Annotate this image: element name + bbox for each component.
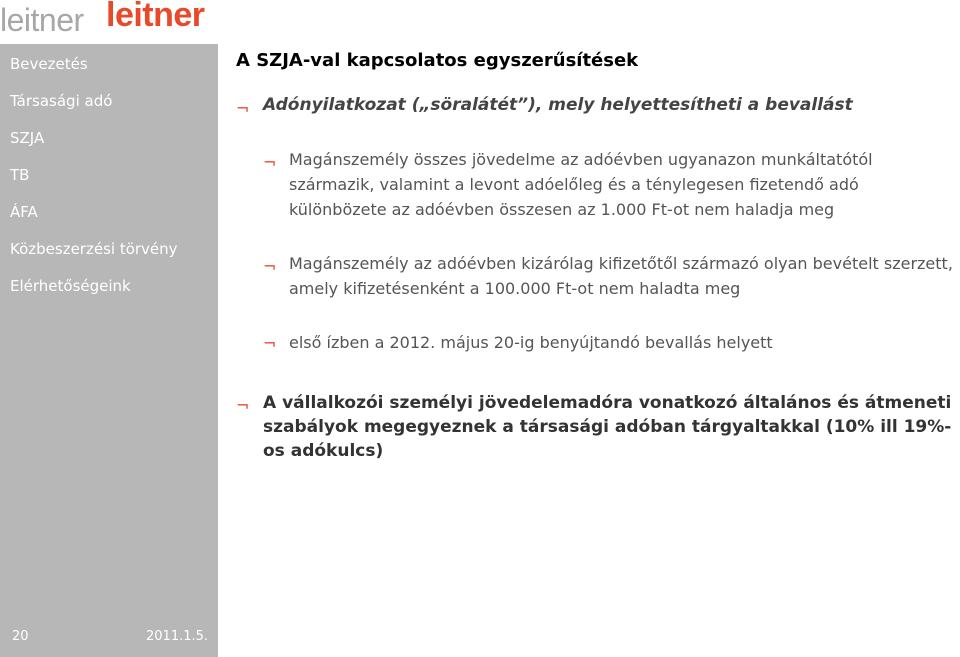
bullet-level1: Adónyilatkozat („söralátét”), mely helyettesítheti a bevallást [263, 95, 853, 115]
bullet-level2: Magánszemély az adóévben kizárólag kifizetőtől származó olyan bevételt szerzett, amely kifizetésenként a 100.000 Ft-ot nem haladta meg [289, 254, 953, 298]
sidebar-item-afa[interactable]: ÁFA [10, 203, 38, 221]
logo [0, 0, 240, 44]
sidebar [0, 44, 218, 657]
bullet-level1: A vállalkozói személyi jövedelemadóra vonatkozó általános és átmeneti szabályok megegyeznek a társasági adóban tárgyaltakkal (10% ill 19%-os adókulcs) [263, 393, 952, 461]
logo-text-red: leitner [106, 0, 205, 34]
page-number: 20 [12, 629, 29, 644]
bullet-level2: első ízben a 2012. május 20-ig benyújtandó bevallás helyett [289, 333, 773, 352]
bullet-marker-icon: ¬ [236, 396, 250, 415]
slide-content [218, 44, 960, 657]
sidebar-item-tarsasagi-ado[interactable]: Társasági adó [10, 92, 113, 110]
sidebar-item-kozbeszerzesi-torveny[interactable]: Közbeszerzési törvény [10, 240, 178, 258]
sidebar-item-bevezetes[interactable]: Bevezetés [10, 55, 88, 73]
sidebar-item-tb[interactable]: TB [10, 166, 30, 184]
bullet-level2: Magánszemély összes jövedelme az adóévben ugyanazon munkáltatótól származik, valamint a levont adóelőleg és a ténylegesen fizetendő adó különbözete az adóévben összesen az 1.000 Ft-ot nem haladja meg [289, 150, 873, 219]
logo-text-grey: leitner [0, 2, 84, 38]
bullet-marker-icon: ¬ [236, 99, 250, 118]
bullet-marker-icon: ¬ [263, 334, 277, 353]
bullet-marker-icon: ¬ [263, 153, 277, 172]
sidebar-item-elerhetosegeink[interactable]: Elérhetőségeink [10, 277, 131, 295]
sidebar-item-szja[interactable]: SZJA [10, 129, 45, 147]
bullet-marker-icon: ¬ [263, 257, 277, 276]
slide-date: 2011.1.5. [146, 629, 209, 644]
page-title: A SZJA-val kapcsolatos egyszerűsítések [236, 50, 639, 71]
